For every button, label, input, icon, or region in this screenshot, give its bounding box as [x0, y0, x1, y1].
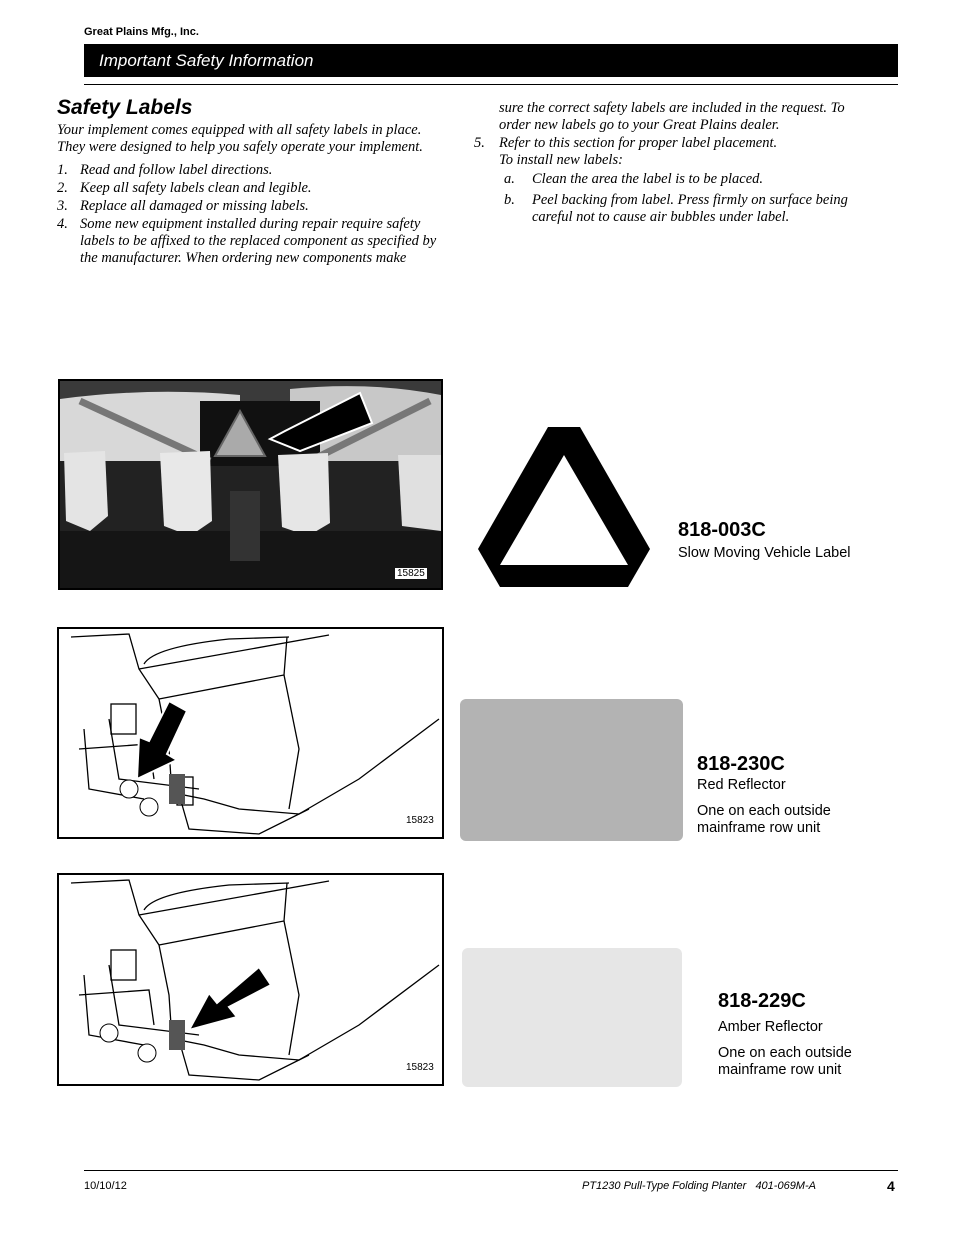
figure-planter-rear [58, 379, 443, 590]
label-name: Amber Reflector [718, 1019, 823, 1035]
amber-reflector-swatch [462, 948, 682, 1087]
list-item: 4. [57, 216, 68, 232]
footer-date: 10/10/12 [84, 1180, 127, 1192]
row-unit-illustration [59, 875, 442, 1084]
label-part-number: 818-230C [697, 753, 785, 775]
label-note: One on each outside mainframe row unit [697, 803, 831, 836]
figure-row-unit-amber [57, 873, 444, 1086]
page-number: 4 [887, 1178, 895, 1194]
footer-rule [84, 1170, 898, 1171]
label-note: One on each outside mainframe row unit [718, 1045, 852, 1078]
label-name: Slow Moving Vehicle Label [678, 545, 851, 561]
figure-number: 15823 [406, 815, 434, 826]
section-banner [84, 44, 898, 77]
label-part-number: 818-229C [718, 990, 806, 1012]
sub-intro: To install new labels: [499, 152, 623, 168]
planter-rear-illustration [60, 381, 441, 588]
slow-moving-vehicle-triangle [478, 427, 650, 589]
section-title: Important Safety Information [99, 51, 314, 70]
company-name: Great Plains Mfg., Inc. [84, 26, 199, 38]
page-title: Safety Labels [57, 96, 193, 119]
footer-manual: PT1230 Pull-Type Folding Planter 401-069M-A [582, 1180, 816, 1192]
label-part-number: 818-003C [678, 519, 766, 541]
row-unit-illustration [59, 629, 442, 837]
intro-paragraph: Your implement comes equipped with all safety labels in place. They were designed to help you safely operate your implement. [57, 122, 423, 155]
label-name: Red Reflector [697, 777, 786, 793]
header-rule [84, 84, 898, 85]
figure-row-unit-red [57, 627, 444, 839]
figure-number: 15825 [397, 568, 425, 579]
step-4-text-part-2: sure the correct safety labels are included in the request. To order new labels go to your Great Plains dealer. [499, 100, 845, 133]
figure-number: 15823 [406, 1062, 434, 1073]
step-4-text-part-1: Some new equipment installed during repair require safety labels to be affixed to the replaced component as specified by the manufacturer. When ordering new components make [80, 216, 437, 266]
red-reflector-swatch [460, 699, 683, 841]
